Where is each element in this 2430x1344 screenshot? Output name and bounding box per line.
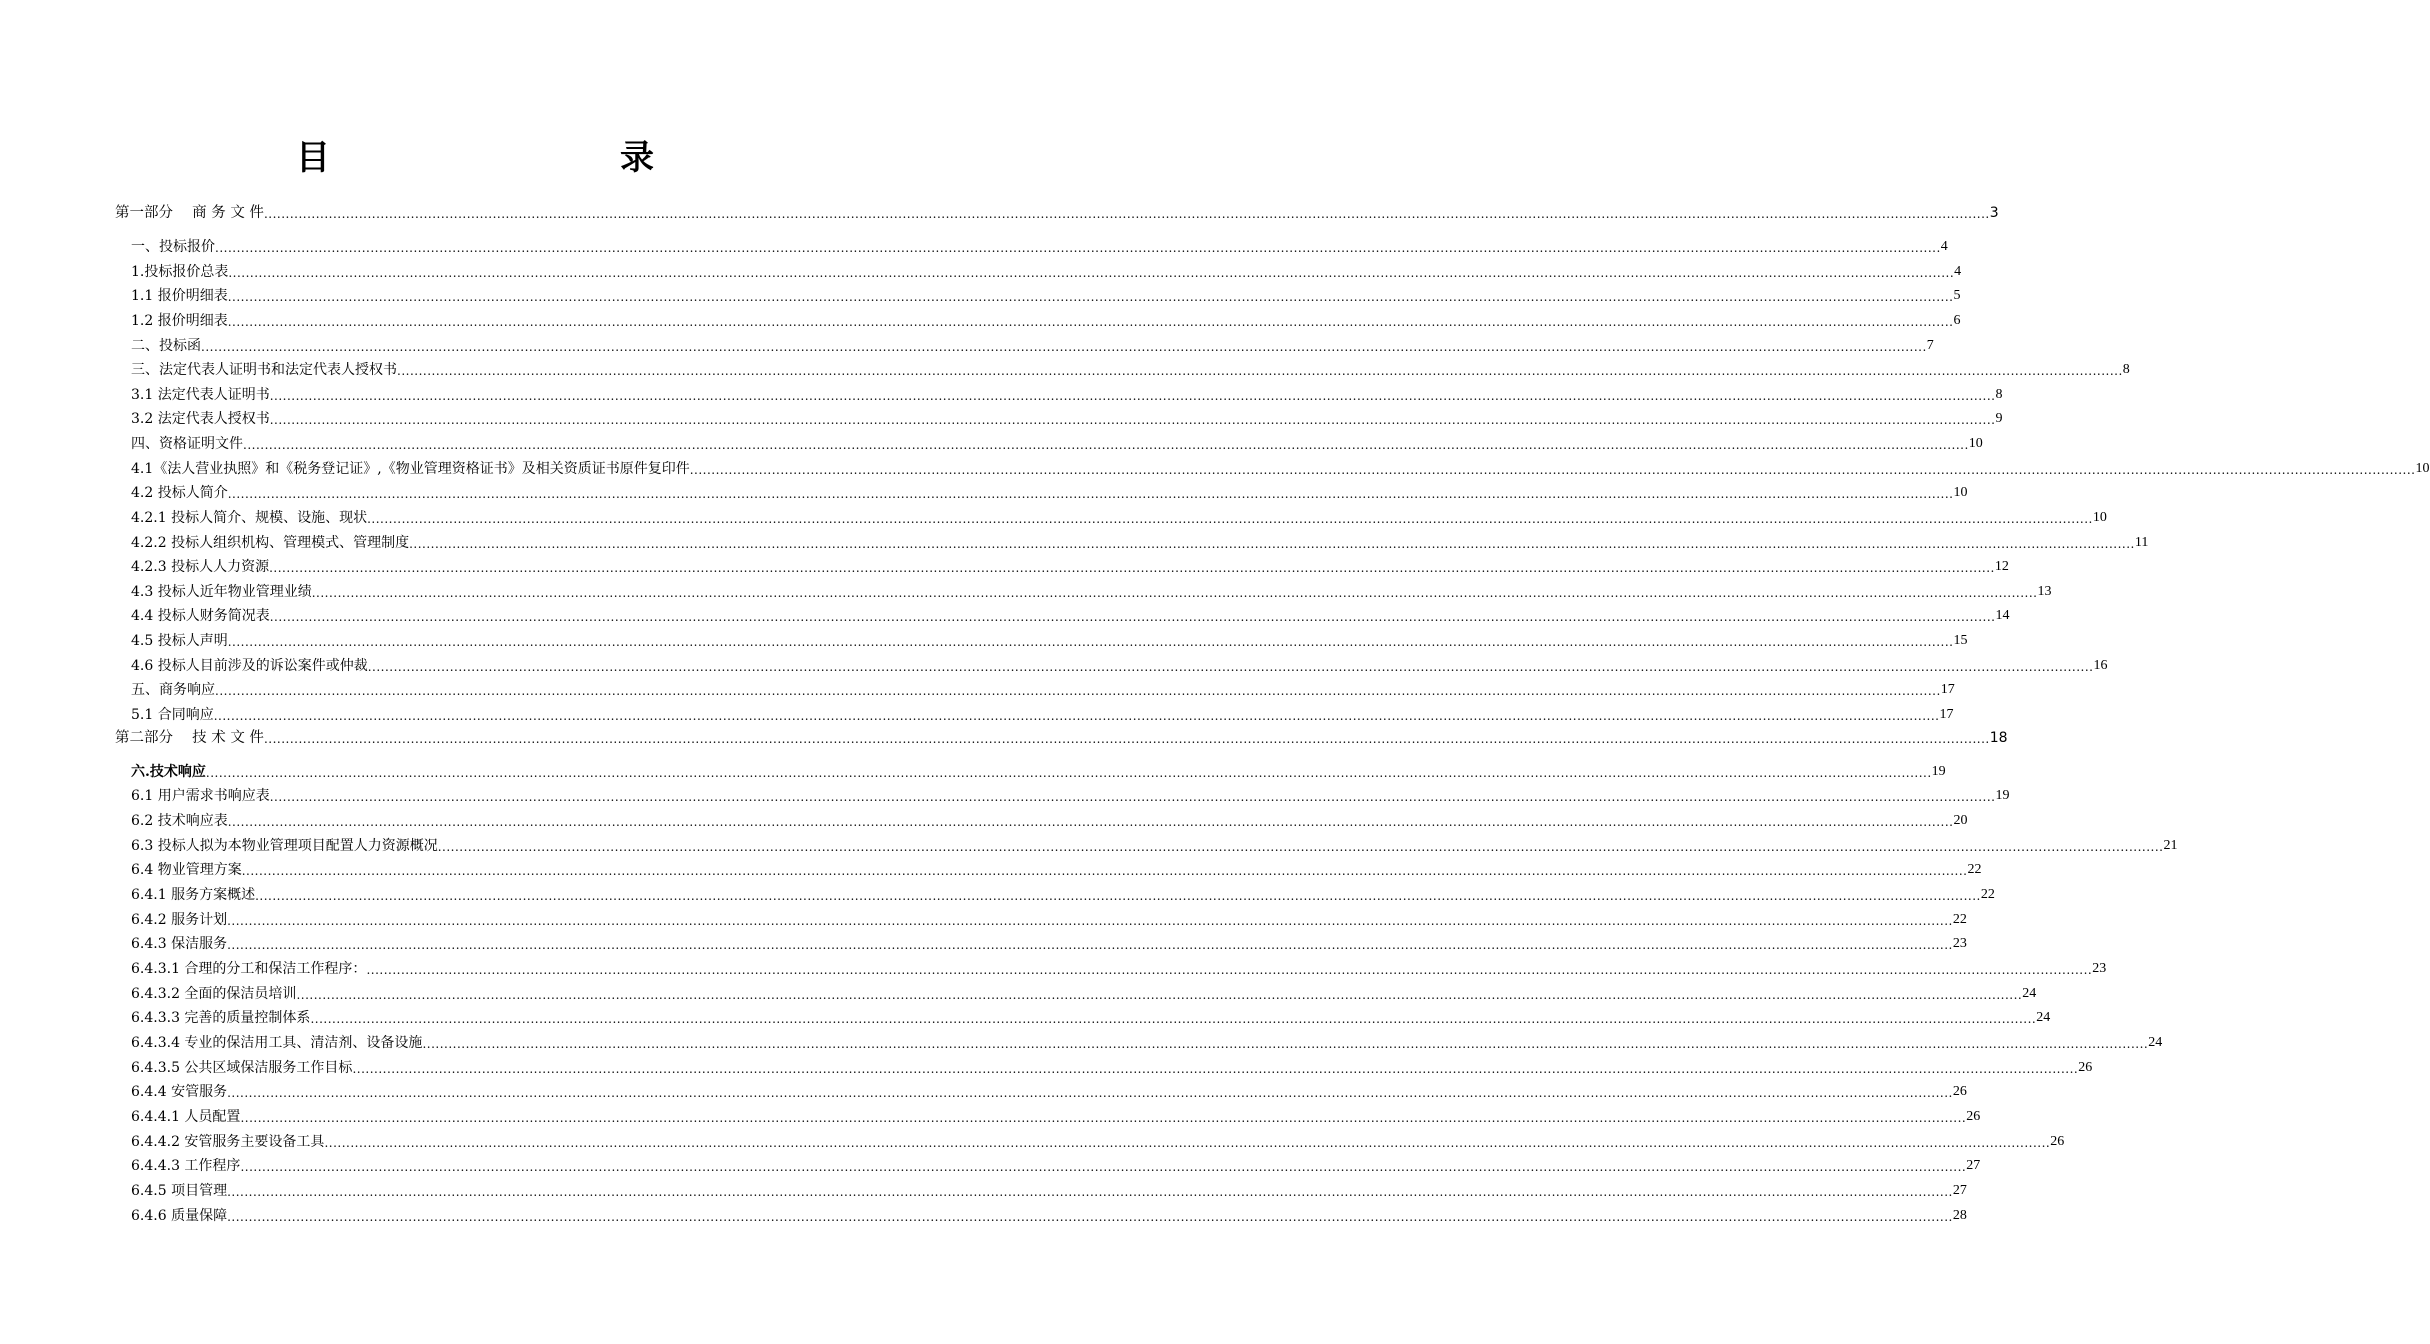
toc-entry[interactable] (131, 1032, 2163, 1054)
toc-entry[interactable] (131, 679, 1955, 701)
toc-dot-leader: ................................................................................................................................................................................................................................................................................................................................................................................................................ (240, 1111, 1967, 1125)
toc-entry-label: 3.2 法定代表人授权书 (131, 411, 270, 427)
toc-page-number: 8 (1995, 387, 2003, 402)
toc-entry-label: 6.2 技术响应表 (131, 813, 228, 829)
toc-dot-leader: ................................................................................................................................................................................................................................................................................................................................................................................................................ (227, 1185, 1953, 1199)
toc-page-number: 22 (1980, 887, 1995, 902)
toc-entry[interactable] (131, 532, 2149, 554)
toc-entry-label: 四、资格证明文件 (131, 436, 243, 452)
toc-page-number: 22 (1967, 862, 1982, 877)
toc-entry[interactable] (131, 1057, 2093, 1079)
toc-dot-leader: ................................................................................................................................................................................................................................................................................................................................................................................................................ (215, 241, 1941, 255)
toc-part-entry[interactable] (115, 202, 1999, 224)
toc-page-number: 13 (2037, 584, 2052, 599)
toc-entry-label: 6.4.4.2 安管服务主要设备工具 (131, 1134, 325, 1150)
toc-entry-label: 6.4.6 质量保障 (131, 1208, 228, 1224)
toc-entry-label: 4.2.2 投标人组织机构、管理模式、管理制度 (131, 535, 410, 551)
toc-dot-leader: ................................................................................................................................................................................................................................................................................................................................................................................................................ (255, 889, 1981, 903)
toc-dot-leader: ................................................................................................................................................................................................................................................................................................................................................................................................................ (205, 766, 1932, 780)
toc-entry[interactable] (131, 933, 1967, 955)
toc-dot-leader: ................................................................................................................................................................................................................................................................................................................................................................................................................ (437, 840, 2164, 854)
toc-entry-label: 6.1 用户需求书响应表 (131, 788, 270, 804)
toc-entry-label: 1.1 报价明细表 (131, 288, 228, 304)
toc-dot-leader: ................................................................................................................................................................................................................................................................................................................................................................................................................ (227, 1086, 1953, 1100)
toc-page-number: 24 (2036, 1010, 2051, 1025)
toc-page-number: 26 (1966, 1109, 1981, 1124)
toc-entry[interactable] (131, 761, 1946, 783)
toc-entry[interactable] (131, 810, 1968, 832)
toc-entry-label: 6.4.4 安管服务 (131, 1084, 228, 1100)
toc-page-number: 18 (1989, 730, 2008, 746)
toc-entry-label: 一、投标报价 (131, 239, 215, 255)
toc-entry-label: 4.5 投标人声明 (131, 633, 228, 649)
toc-page-number: 24 (2148, 1035, 2163, 1050)
toc-entry-label: 6.4.5 项目管理 (131, 1183, 228, 1199)
toc-entry-label: 三、法定代表人证明书和法定代表人授权书 (131, 362, 397, 378)
toc-entry-label: 6.4.3.3 完善的质量控制体系 (131, 1010, 311, 1026)
toc-entry-label: 6.4.1 服务方案概述 (131, 887, 256, 903)
toc-page-number: 23 (2092, 961, 2107, 976)
toc-entry[interactable] (131, 1007, 2051, 1029)
toc-entry-label: 二、投标函 (131, 338, 201, 354)
toc-page-number: 28 (1952, 1208, 1967, 1223)
toc-dot-leader: ................................................................................................................................................................................................................................................................................................................................................................................................................ (227, 938, 1953, 952)
toc-dot-leader: ................................................................................................................................................................................................................................................................................................................................................................................................................ (367, 660, 2094, 674)
toc-entry[interactable] (131, 359, 2130, 381)
toc-dot-leader: ................................................................................................................................................................................................................................................................................................................................................................................................................ (269, 389, 1996, 403)
toc-entry-label: 第一部分 商 务 文 件 (115, 205, 264, 221)
toc-page-number: 10 (2092, 510, 2107, 525)
toc-dot-leader: ................................................................................................................................................................................................................................................................................................................................................................................................................ (213, 709, 1940, 723)
toc-dot-leader: ................................................................................................................................................................................................................................................................................................................................................................................................................ (311, 586, 2038, 600)
toc-entry[interactable] (131, 605, 2010, 627)
toc-entry-label: 5.1 合同响应 (131, 707, 214, 723)
toc-dot-leader: ................................................................................................................................................................................................................................................................................................................................................................................................................ (227, 487, 1954, 501)
toc-page-number: 26 (2050, 1134, 2065, 1149)
toc-page-number: 5 (1953, 288, 1961, 303)
toc-dot-leader: ................................................................................................................................................................................................................................................................................................................................................................................................................ (227, 315, 1954, 329)
toc-entry[interactable] (131, 335, 1934, 357)
toc-dot-leader: ................................................................................................................................................................................................................................................................................................................................................................................................................ (689, 463, 2416, 477)
toc-entry[interactable] (131, 630, 1968, 652)
toc-entry[interactable] (131, 581, 2052, 603)
page-title: 目 录 (296, 138, 728, 178)
toc-entry-label: 1.投标报价总表 (131, 264, 229, 280)
toc-entry[interactable] (131, 1081, 1967, 1103)
toc-dot-leader: ................................................................................................................................................................................................................................................................................................................................................................................................................ (367, 512, 2093, 526)
toc-page-number: 19 (1931, 764, 1946, 779)
toc-entry[interactable] (131, 458, 2430, 480)
toc-entry[interactable] (131, 983, 2037, 1005)
toc-dot-leader: ................................................................................................................................................................................................................................................................................................................................................................................................................ (269, 610, 1996, 624)
toc-dot-leader: ................................................................................................................................................................................................................................................................................................................................................................................................................ (269, 561, 1995, 575)
toc-page-number: 15 (1953, 633, 1968, 648)
toc-entry[interactable] (131, 482, 1968, 504)
toc-page-number: 6 (1953, 313, 1961, 328)
toc-entry[interactable] (131, 1106, 1981, 1128)
toc-page-number: 3 (1989, 205, 1999, 221)
toc-entry[interactable] (131, 835, 2178, 857)
toc-page-number: 8 (2122, 362, 2130, 377)
toc-entry[interactable] (131, 384, 2003, 406)
toc-entry-label: 3.1 法定代表人证明书 (131, 387, 270, 403)
toc-dot-leader: ................................................................................................................................................................................................................................................................................................................................................................................................................ (201, 340, 1927, 354)
toc-entry[interactable] (131, 1180, 1967, 1202)
toc-dot-leader: ................................................................................................................................................................................................................................................................................................................................................................................................................ (263, 732, 1990, 746)
toc-page-number: 17 (1939, 707, 1954, 722)
toc-entry-label: 6.4.3.5 公共区域保洁服务工作目标 (131, 1060, 353, 1076)
toc-dot-leader: ................................................................................................................................................................................................................................................................................................................................................................................................................ (296, 988, 2023, 1002)
toc-entry[interactable] (131, 310, 1961, 332)
toc-dot-leader: ................................................................................................................................................................................................................................................................................................................................................................................................................ (324, 1136, 2051, 1150)
toc-dot-leader: ................................................................................................................................................................................................................................................................................................................................................................................................................ (397, 364, 2123, 378)
toc-entry[interactable] (131, 236, 1948, 258)
toc-dot-leader: ................................................................................................................................................................................................................................................................................................................................................................................................................ (241, 864, 1968, 878)
toc-dot-leader: ................................................................................................................................................................................................................................................................................................................................................................................................................ (366, 963, 2093, 977)
toc-dot-leader: ................................................................................................................................................................................................................................................................................................................................................................................................................ (310, 1012, 2037, 1026)
toc-dot-leader: ................................................................................................................................................................................................................................................................................................................................................................................................................ (227, 914, 1953, 928)
toc-entry[interactable] (131, 909, 1967, 931)
toc-entry-label: 4.1《法人营业执照》和《税务登记证》,《物业管理资格证书》及相关资质证书原件复印件 (131, 461, 690, 477)
toc-page-number: 19 (1995, 788, 2010, 803)
toc-dot-leader: ................................................................................................................................................................................................................................................................................................................................................................................................................ (215, 684, 1941, 698)
toc-entry[interactable] (131, 556, 2009, 578)
toc-entry-label: 4.2.1 投标人简介、规模、设施、现状 (131, 510, 368, 526)
toc-entry-label: 6.4.3.4 专业的保洁用工具、清洁剂、设备设施 (131, 1035, 423, 1051)
toc-part-entry[interactable] (115, 727, 2008, 749)
toc-page-number: 21 (2163, 838, 2178, 853)
toc-entry-label: 6.4.3 保洁服务 (131, 936, 228, 952)
toc-dot-leader: ................................................................................................................................................................................................................................................................................................................................................................................................................ (243, 438, 1969, 452)
toc-page-number: 4 (1940, 239, 1948, 254)
toc-dot-leader: ................................................................................................................................................................................................................................................................................................................................................................................................................ (228, 266, 1955, 280)
toc-page-number: 23 (1952, 936, 1967, 951)
toc-page-number: 4 (1954, 264, 1962, 279)
toc-page-number: 7 (1926, 338, 1934, 353)
toc-entry-label: 1.2 报价明细表 (131, 313, 228, 329)
toc-entry[interactable] (131, 655, 2108, 677)
toc-page-number: 14 (1995, 608, 2010, 623)
toc-entry-label: 6.3 投标人拟为本物业管理项目配置人力资源概况 (131, 838, 438, 854)
toc-dot-leader: ................................................................................................................................................................................................................................................................................................................................................................................................................ (227, 815, 1954, 829)
toc-dot-leader: ................................................................................................................................................................................................................................................................................................................................................................................................................ (227, 1210, 1953, 1224)
toc-entry-label: 6.4.4.1 人员配置 (131, 1109, 241, 1125)
toc-entry[interactable] (131, 285, 1961, 307)
toc-entry-label: 4.6 投标人目前涉及的诉讼案件或仲裁 (131, 658, 368, 674)
toc-page-number: 10 (2415, 461, 2430, 476)
toc-entry[interactable] (131, 1131, 2065, 1153)
toc-page-number: 9 (1995, 411, 2003, 426)
toc-entry-label: 6.4.4.3 工作程序 (131, 1158, 241, 1174)
toc-dot-leader: ................................................................................................................................................................................................................................................................................................................................................................................................................ (269, 790, 1996, 804)
toc-page-number: 12 (1994, 559, 2009, 574)
toc-entry-label: 4.2.3 投标人人力资源 (131, 559, 270, 575)
toc-page-number: 22 (1952, 912, 1967, 927)
toc-entry-label: 6.4.3.2 全面的保洁员培训 (131, 986, 297, 1002)
toc-dot-leader: ................................................................................................................................................................................................................................................................................................................................................................................................................ (269, 413, 1996, 427)
toc-entry[interactable] (131, 859, 1982, 881)
toc-entry[interactable] (131, 958, 2107, 980)
toc-page-number: 17 (1940, 682, 1955, 697)
toc-page-number: 16 (2093, 658, 2108, 673)
toc-dot-leader: ................................................................................................................................................................................................................................................................................................................................................................................................................ (409, 537, 2135, 551)
toc-entry[interactable] (131, 785, 2010, 807)
toc-entry[interactable] (131, 261, 1962, 283)
toc-entry-label: 4.2 投标人简介 (131, 485, 228, 501)
toc-entry[interactable] (131, 704, 1954, 726)
toc-entry-label: 4.4 投标人财务简况表 (131, 608, 270, 624)
toc-entry-label: 4.3 投标人近年物业管理业绩 (131, 584, 312, 600)
toc-dot-leader: ................................................................................................................................................................................................................................................................................................................................................................................................................ (227, 635, 1954, 649)
toc-entry-label: 6.4.3.1 合理的分工和保洁工作程序： (131, 961, 367, 977)
toc-entry[interactable] (131, 408, 2003, 430)
toc-dot-leader: ................................................................................................................................................................................................................................................................................................................................................................................................................ (227, 290, 1954, 304)
toc-entry[interactable] (131, 433, 1983, 455)
toc-entry-label: 五、商务响应 (131, 682, 215, 698)
toc-entry-label: 六.技术响应 (131, 764, 206, 780)
toc-entry[interactable] (131, 507, 2107, 529)
toc-dot-leader: ................................................................................................................................................................................................................................................................................................................................................................................................................ (422, 1037, 2149, 1051)
toc-page-number: 20 (1953, 813, 1968, 828)
toc-entry[interactable] (131, 1205, 1967, 1227)
toc-entry-label: 第二部分 技 术 文 件 (115, 730, 264, 746)
toc-entry-label: 6.4.2 服务计划 (131, 912, 228, 928)
toc-entry[interactable] (131, 1155, 1981, 1177)
toc-page-number: 24 (2022, 986, 2037, 1001)
toc-dot-leader: ................................................................................................................................................................................................................................................................................................................................................................................................................ (240, 1160, 1967, 1174)
toc-page-number: 10 (1968, 436, 1983, 451)
toc-entry-label: 6.4 物业管理方案 (131, 862, 242, 878)
toc-page-number: 26 (2078, 1060, 2093, 1075)
toc-page-number: 10 (1953, 485, 1968, 500)
toc-entry[interactable] (131, 884, 1995, 906)
toc-dot-leader: ................................................................................................................................................................................................................................................................................................................................................................................................................ (352, 1062, 2079, 1076)
toc-dot-leader: ................................................................................................................................................................................................................................................................................................................................................................................................................ (263, 207, 1990, 221)
toc-page-number: 11 (2134, 535, 2149, 550)
toc-page-number: 26 (1952, 1084, 1967, 1099)
toc-page-number: 27 (1966, 1158, 1981, 1173)
toc-page-number: 27 (1952, 1183, 1967, 1198)
